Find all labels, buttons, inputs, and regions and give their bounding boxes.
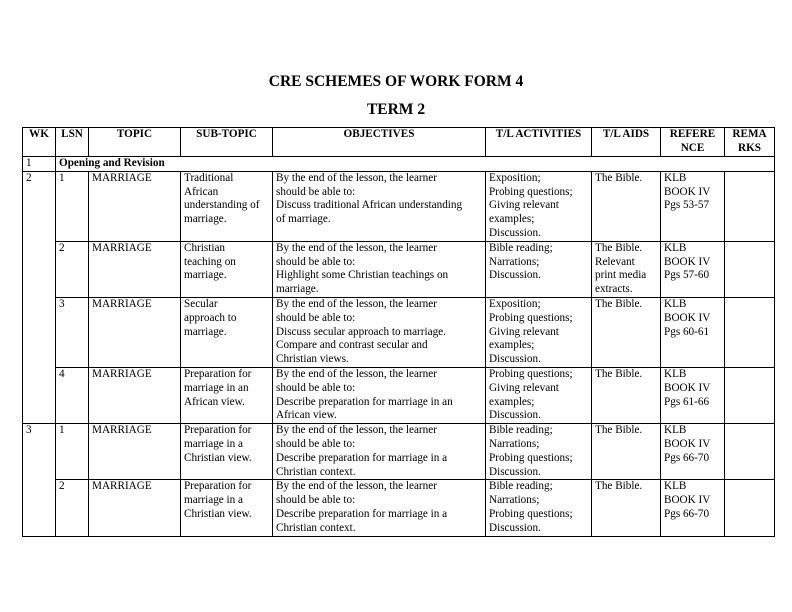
table-row: [23, 297, 775, 367]
cell-subtopic: Secular approach to marriage.: [181, 297, 273, 367]
cell-lsn: 1: [56, 171, 89, 241]
cell-subtopic: Preparation for marriage in an African view.: [181, 367, 273, 423]
header-activities: T/L ACTIVITIES: [486, 128, 592, 157]
cell-aids: The Bible.: [592, 480, 661, 536]
document-title: CRE SCHEMES OF WORK FORM 4: [268, 73, 524, 90]
cell-remarks: [725, 424, 775, 480]
cell-subtopic: Christian teaching on marriage.: [181, 241, 273, 297]
table-row: [23, 367, 775, 423]
cell-topic: MARRIAGE: [89, 171, 181, 241]
cell-objectives: By the end of the lesson, the learner should be able to: Describe preparation for marriage in an African view.: [273, 367, 486, 423]
scheme-table: [22, 127, 775, 537]
cell-lsn: 1: [56, 424, 89, 480]
header-row: [23, 128, 775, 157]
cell-lsn: 2: [56, 241, 89, 297]
cell-activities: Exposition; Probing questions; Giving relevant examples; Discussion.: [486, 297, 592, 367]
cell-objectives: By the end of the lesson, the learner should be able to: Discuss secular approach to marriage. Compare and contrast secular and Christian views.: [273, 297, 486, 367]
cell-lsn: 3: [56, 297, 89, 367]
cell-aids: The Bible.: [592, 297, 661, 367]
cell-remarks: [725, 367, 775, 423]
table-row: [23, 424, 775, 480]
cell-lsn: 4: [56, 367, 89, 423]
cell-remarks: [725, 480, 775, 536]
cell-reference: KLB BOOK IV Pgs 66-70: [661, 424, 725, 480]
cell-objectives: By the end of the lesson, the learner should be able to: Describe preparation for marriage in a Christian context.: [273, 424, 486, 480]
opening-row: [23, 157, 775, 172]
header-reference: REFERE NCE: [661, 128, 725, 157]
cell-remarks: [725, 241, 775, 297]
cell-reference: KLB BOOK IV Pgs 53-57: [661, 171, 725, 241]
table-row: [23, 480, 775, 536]
cell-topic: MARRIAGE: [89, 480, 181, 536]
cell-activities: Bible reading; Narrations; Discussion.: [486, 241, 592, 297]
header-wk: WK: [23, 128, 56, 157]
cell-wk: 2: [23, 171, 56, 423]
cell-topic: MARRIAGE: [89, 297, 181, 367]
header-remarks: REMA RKS: [725, 128, 775, 157]
cell-reference: KLB BOOK IV Pgs 61-66: [661, 367, 725, 423]
cell-objectives: By the end of the lesson, the learner should be able to: Highlight some Christian teachings on marriage.: [273, 241, 486, 297]
cell-subtopic: Preparation for marriage in a Christian view.: [181, 424, 273, 480]
cell-activities: Exposition; Probing questions; Giving relevant examples; Discussion.: [486, 171, 592, 241]
header-objectives: OBJECTIVES: [273, 128, 486, 157]
cell-aids: The Bible.: [592, 424, 661, 480]
cell-activities: Bible reading; Narrations; Probing questions; Discussion.: [486, 424, 592, 480]
table-row: [23, 171, 775, 241]
cell-remarks: [725, 171, 775, 241]
cell-topic: MARRIAGE: [89, 424, 181, 480]
cell-topic: MARRIAGE: [89, 241, 181, 297]
cell-subtopic: Preparation for marriage in a Christian view.: [181, 480, 273, 536]
cell-objectives: By the end of the lesson, the learner should be able to: Discuss traditional African understanding of marriage.: [273, 171, 486, 241]
opening-wk: 1: [23, 157, 56, 172]
header-lsn: LSN: [56, 128, 89, 157]
cell-aids: The Bible. Relevant print media extracts.: [592, 241, 661, 297]
cell-reference: KLB BOOK IV Pgs 57-60: [661, 241, 725, 297]
cell-objectives: By the end of the lesson, the learner should be able to: Describe preparation for marriage in a Christian context.: [273, 480, 486, 536]
term-heading: TERM 2: [366, 101, 426, 118]
cell-activities: Probing questions; Giving relevant examples; Discussion.: [486, 367, 592, 423]
header-aids: T/L AIDS: [592, 128, 661, 157]
table-row: [23, 241, 775, 297]
cell-subtopic: Traditional African understanding of marriage.: [181, 171, 273, 241]
header-subtopic: SUB-TOPIC: [181, 128, 273, 157]
cell-lsn: 2: [56, 480, 89, 536]
header-topic: TOPIC: [89, 128, 181, 157]
cell-reference: KLB BOOK IV Pgs 60-61: [661, 297, 725, 367]
cell-activities: Bible reading; Narrations; Probing questions; Discussion.: [486, 480, 592, 536]
cell-aids: The Bible.: [592, 171, 661, 241]
cell-remarks: [725, 297, 775, 367]
cell-aids: The Bible.: [592, 367, 661, 423]
cell-topic: MARRIAGE: [89, 367, 181, 423]
cell-wk: 3: [23, 424, 56, 536]
cell-reference: KLB BOOK IV Pgs 66-70: [661, 480, 725, 536]
opening-label: Opening and Revision: [56, 157, 775, 172]
